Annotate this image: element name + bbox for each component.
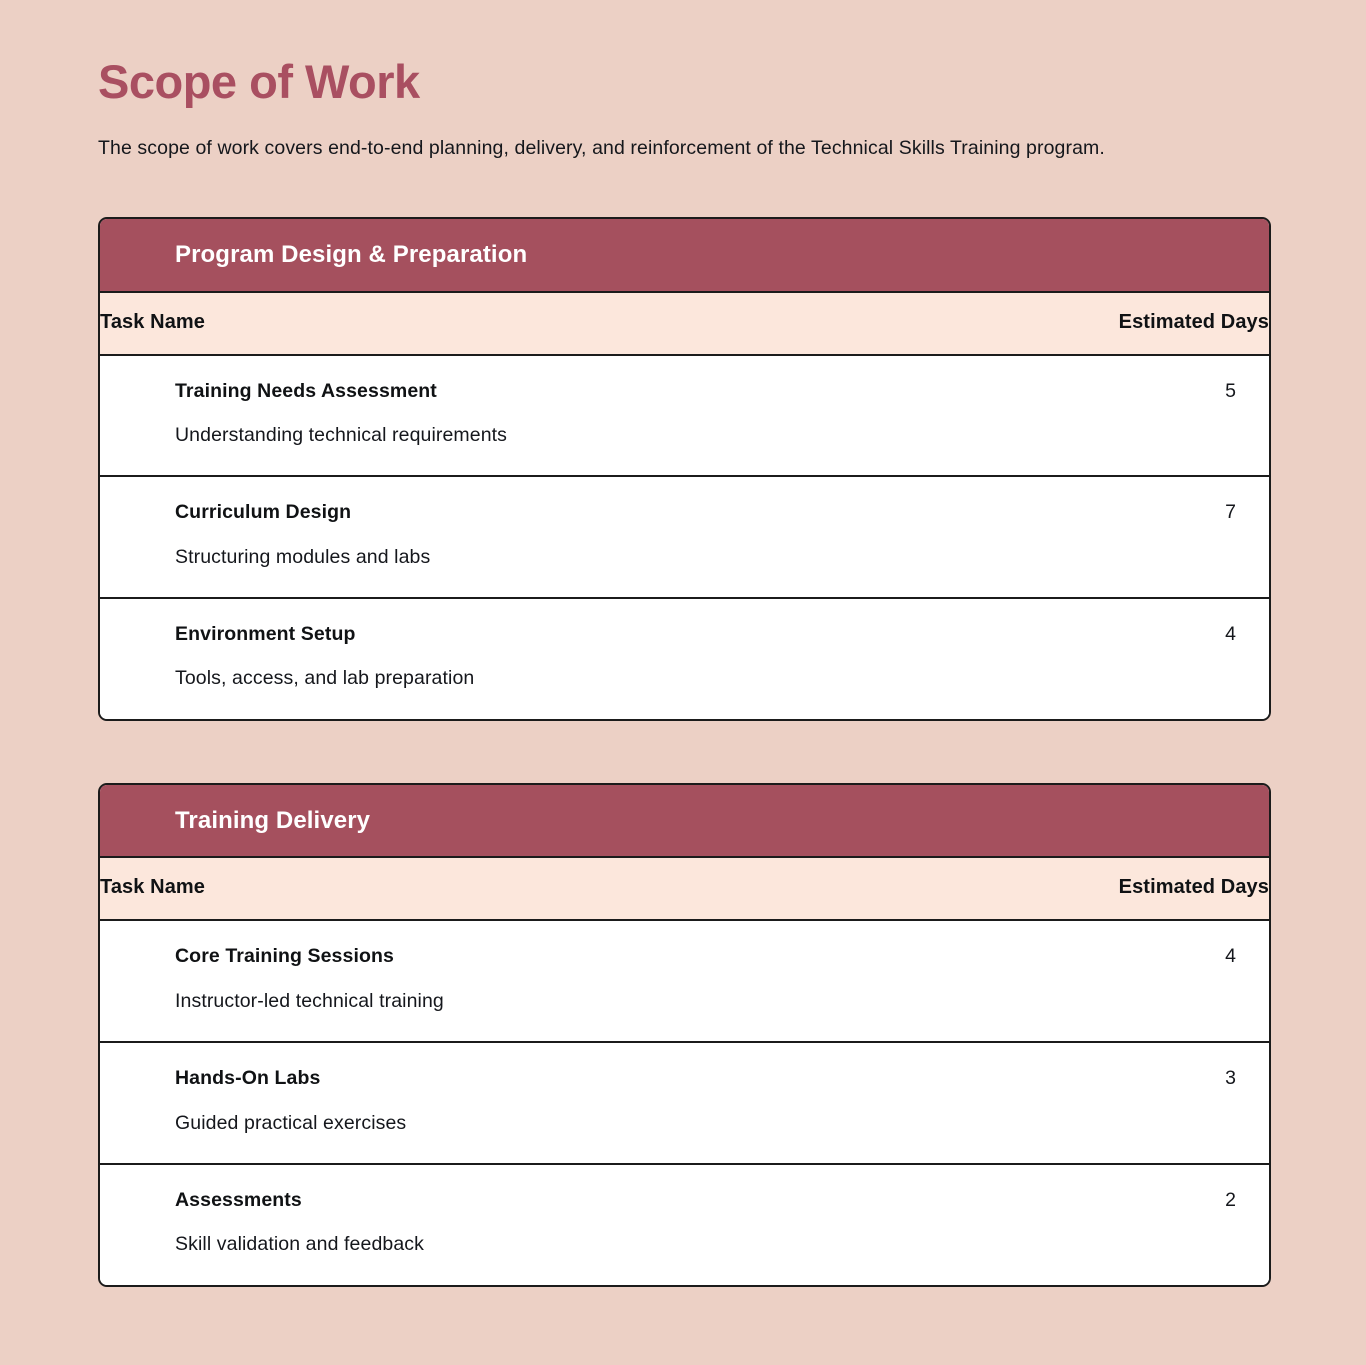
task-table: [100, 858, 1269, 1284]
task-name: Core Training Sessions: [175, 945, 394, 968]
task-description: Tools, access, and lab preparation: [175, 667, 475, 690]
section-card-title: Training Delivery: [175, 806, 371, 834]
section-card-list: [98, 217, 1280, 1287]
section-card-header: [100, 219, 1269, 293]
estimated-days-value: 7: [1225, 501, 1236, 524]
days-cell: [1019, 355, 1269, 477]
table-row: [100, 1164, 1269, 1285]
task-description: Guided practical exercises: [175, 1111, 407, 1134]
section-card-title: Program Design & Preparation: [175, 240, 528, 268]
days-cell: [1019, 920, 1269, 1042]
estimated-days-value: 4: [1225, 623, 1236, 646]
task-cell: [100, 1164, 1019, 1285]
column-header-task-name: Task Name: [100, 858, 1019, 920]
task-description: Skill validation and feedback: [175, 1233, 424, 1256]
task-table-body: [100, 920, 1269, 1284]
estimated-days-value: 2: [1225, 1189, 1236, 1212]
task-cell: [100, 355, 1019, 477]
task-name: Curriculum Design: [175, 501, 352, 524]
section-card: [98, 217, 1271, 721]
task-name: Assessments: [175, 1189, 302, 1212]
section-card: [98, 783, 1271, 1287]
table-row: [100, 920, 1269, 1042]
estimated-days-value: 3: [1225, 1067, 1236, 1090]
table-row: [100, 1042, 1269, 1164]
estimated-days-value: 4: [1225, 945, 1236, 968]
column-header-task-name: Task Name: [100, 293, 1019, 355]
task-description: Instructor-led technical training: [175, 989, 444, 1012]
task-table-head: [100, 293, 1269, 355]
task-name: Environment Setup: [175, 623, 356, 646]
task-cell: [100, 1042, 1019, 1164]
section-card-header: [100, 785, 1269, 859]
task-table: [100, 293, 1269, 719]
task-cell: [100, 920, 1019, 1042]
days-cell: [1019, 476, 1269, 598]
column-header-estimated-days: Estimated Days: [1019, 858, 1269, 920]
page-title: Scope of Work: [98, 55, 420, 108]
days-cell: [1019, 598, 1269, 719]
table-row: [100, 476, 1269, 598]
days-cell: [1019, 1042, 1269, 1164]
task-table-header-row: [100, 293, 1269, 355]
task-name: Hands-On Labs: [175, 1067, 321, 1090]
page-subtitle: The scope of work covers end-to-end planning, delivery, and reinforcement of the Technical Skills Training program.: [98, 136, 1105, 159]
days-cell: [1019, 1164, 1269, 1285]
task-description: Understanding technical requirements: [175, 423, 508, 446]
task-cell: [100, 598, 1019, 719]
table-row: [100, 598, 1269, 719]
column-header-estimated-days: Estimated Days: [1019, 293, 1269, 355]
estimated-days-value: 5: [1225, 379, 1236, 402]
task-table-header-row: [100, 858, 1269, 920]
task-description: Structuring modules and labs: [175, 545, 431, 568]
task-name: Training Needs Assessment: [175, 379, 437, 402]
task-table-body: [100, 355, 1269, 719]
task-cell: [100, 476, 1019, 598]
table-row: [100, 355, 1269, 477]
task-table-head: [100, 858, 1269, 920]
